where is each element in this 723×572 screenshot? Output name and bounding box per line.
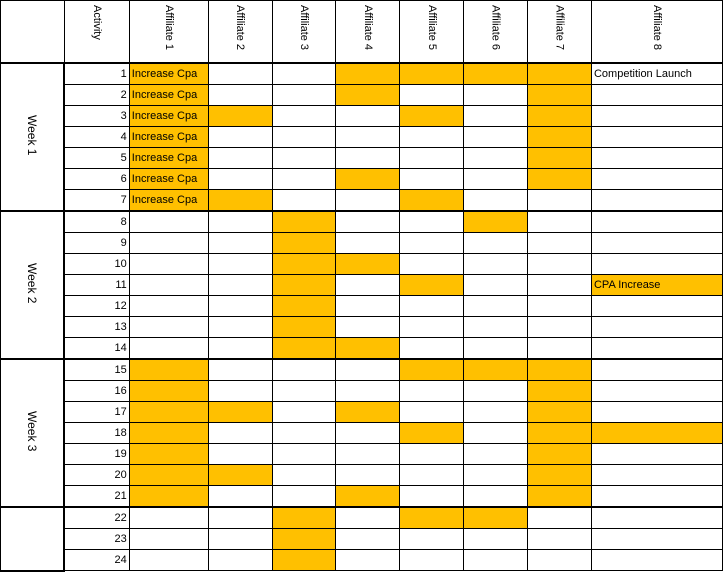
activity-cell[interactable]: 1 [64, 63, 129, 85]
activity-cell[interactable]: 21 [64, 486, 129, 508]
affiliate-3-cell[interactable] [272, 106, 336, 127]
week-label: Week 3 [25, 411, 40, 452]
affiliate-5-cell[interactable] [400, 359, 464, 381]
affiliate-3-cell[interactable] [272, 211, 336, 233]
table-row [1, 275, 723, 296]
affiliate-5-cell[interactable] [400, 550, 464, 571]
affiliate-6-cell[interactable] [464, 507, 528, 529]
affiliate-1-cell[interactable] [129, 529, 208, 550]
activity-cell[interactable]: 19 [64, 444, 129, 465]
affiliate-7-cell[interactable] [528, 275, 592, 296]
affiliate-4-cell[interactable] [336, 85, 400, 106]
affiliate-6-cell[interactable] [464, 296, 528, 317]
affiliate-7-cell[interactable] [528, 127, 592, 148]
affiliate-8-cell[interactable] [591, 190, 722, 212]
affiliate-5-cell[interactable] [400, 63, 464, 85]
affiliate-3-cell[interactable] [272, 507, 336, 529]
affiliate-7-cell[interactable] [528, 254, 592, 275]
affiliate-2-cell[interactable] [208, 233, 272, 254]
affiliate-4-cell[interactable] [336, 359, 400, 381]
affiliate-3-cell[interactable] [272, 85, 336, 106]
affiliate-7-cell[interactable] [528, 296, 592, 317]
affiliate-2-cell[interactable] [208, 338, 272, 360]
affiliate-3-cell[interactable] [272, 233, 336, 254]
affiliate-4-cell[interactable] [336, 211, 400, 233]
affiliate-2-cell[interactable] [208, 317, 272, 338]
affiliate-7-cell[interactable] [528, 63, 592, 85]
affiliate-3-cell[interactable] [272, 338, 336, 360]
affiliate-4-cell[interactable] [336, 465, 400, 486]
activity-cell[interactable]: 23 [64, 529, 129, 550]
affiliate-6-cell[interactable] [464, 381, 528, 402]
header-label: Affiliate 3 [298, 5, 311, 51]
affiliate-5-cell[interactable] [400, 275, 464, 296]
affiliate-5-cell[interactable] [400, 296, 464, 317]
affiliate-8-cell[interactable] [591, 359, 722, 381]
affiliate-1-cell[interactable] [129, 359, 208, 381]
table-row [1, 85, 723, 106]
table-row [1, 465, 723, 486]
activity-cell[interactable]: 18 [64, 423, 129, 444]
affiliate-1-cell[interactable] [129, 486, 208, 508]
header-label: Affiliate 8 [650, 5, 663, 51]
affiliate-8-cell[interactable] [591, 423, 722, 444]
affiliate-6-cell[interactable] [464, 402, 528, 423]
affiliate-5-cell[interactable] [400, 127, 464, 148]
affiliate-1-cell[interactable]: Increase Cpa [129, 63, 208, 85]
affiliate-1-cell[interactable] [129, 211, 208, 233]
affiliate-7-cell[interactable] [528, 233, 592, 254]
affiliate-5-cell[interactable] [400, 190, 464, 212]
affiliate-7-cell[interactable] [528, 507, 592, 529]
table-row [1, 359, 723, 381]
header-label: Affiliate 2 [234, 5, 247, 51]
affiliate-3-cell[interactable] [272, 169, 336, 190]
affiliate-5-cell[interactable] [400, 465, 464, 486]
activity-cell[interactable]: 15 [64, 359, 129, 381]
table-row [1, 106, 723, 127]
affiliate-8-cell[interactable] [591, 148, 722, 169]
affiliate-6-cell[interactable] [464, 529, 528, 550]
affiliate-1-cell[interactable]: Increase Cpa [129, 106, 208, 127]
affiliate-2-cell[interactable] [208, 296, 272, 317]
header-row [1, 1, 723, 64]
affiliate-4-cell[interactable] [336, 338, 400, 360]
affiliate-5-cell[interactable] [400, 85, 464, 106]
affiliate-2-cell[interactable] [208, 423, 272, 444]
affiliate-2-cell[interactable] [208, 275, 272, 296]
week-label: Week 2 [25, 263, 40, 304]
table-row [1, 444, 723, 465]
table-row [1, 169, 723, 190]
table-row [1, 127, 723, 148]
affiliate-6-cell[interactable] [464, 127, 528, 148]
affiliate-2-cell[interactable] [208, 63, 272, 85]
activity-cell[interactable]: 22 [64, 507, 129, 529]
affiliate-4-cell[interactable] [336, 148, 400, 169]
affiliate-2-cell[interactable] [208, 106, 272, 127]
affiliate-7-cell[interactable] [528, 190, 592, 212]
affiliate-8-cell[interactable] [591, 550, 722, 571]
corner-cell[interactable] [1, 1, 65, 64]
header-affiliate-4[interactable] [336, 1, 400, 64]
affiliate-7-cell[interactable] [528, 211, 592, 233]
affiliate-4-cell[interactable] [336, 402, 400, 423]
affiliate-4-cell[interactable] [336, 507, 400, 529]
table-row [1, 507, 723, 529]
affiliate-2-cell[interactable] [208, 211, 272, 233]
affiliate-6-cell[interactable] [464, 211, 528, 233]
affiliate-8-cell[interactable] [591, 507, 722, 529]
table-row [1, 233, 723, 254]
affiliate-4-cell[interactable] [336, 169, 400, 190]
affiliate-6-cell[interactable] [464, 423, 528, 444]
affiliate-4-cell[interactable] [336, 63, 400, 85]
affiliate-7-cell[interactable] [528, 106, 592, 127]
affiliate-7-cell[interactable] [528, 169, 592, 190]
affiliate-6-cell[interactable] [464, 254, 528, 275]
affiliate-3-cell[interactable] [272, 486, 336, 508]
header-affiliate-7[interactable] [528, 1, 592, 64]
activity-cell[interactable]: 24 [64, 550, 129, 571]
table-row [1, 338, 723, 360]
affiliate-7-cell[interactable] [528, 486, 592, 508]
affiliate-2-cell[interactable] [208, 254, 272, 275]
affiliate-8-cell[interactable] [591, 85, 722, 106]
affiliate-4-cell[interactable] [336, 423, 400, 444]
affiliate-1-cell[interactable] [129, 465, 208, 486]
affiliate-4-cell[interactable] [336, 317, 400, 338]
affiliate-2-cell[interactable] [208, 190, 272, 212]
affiliate-2-cell[interactable] [208, 486, 272, 508]
activity-cell[interactable]: 9 [64, 233, 129, 254]
affiliate-1-cell[interactable] [129, 444, 208, 465]
affiliate-1-cell[interactable] [129, 381, 208, 402]
affiliate-1-cell[interactable] [129, 275, 208, 296]
affiliate-8-cell[interactable] [591, 465, 722, 486]
header-label: Affiliate 6 [489, 5, 502, 51]
affiliate-6-cell[interactable] [464, 465, 528, 486]
activity-cell[interactable]: 10 [64, 254, 129, 275]
affiliate-4-cell[interactable] [336, 254, 400, 275]
header-affiliate-3[interactable] [272, 1, 336, 64]
affiliate-2-cell[interactable] [208, 85, 272, 106]
header-activity[interactable] [64, 1, 129, 64]
affiliate-4-cell[interactable] [336, 190, 400, 212]
affiliate-7-cell[interactable] [528, 402, 592, 423]
affiliate-8-cell[interactable]: CPA Increase [591, 275, 722, 296]
affiliate-3-cell[interactable] [272, 402, 336, 423]
affiliate-1-cell[interactable]: Increase Cpa [129, 148, 208, 169]
affiliate-1-cell[interactable] [129, 338, 208, 360]
activity-cell[interactable]: 6 [64, 169, 129, 190]
affiliate-3-cell[interactable] [272, 465, 336, 486]
affiliate-1-cell[interactable] [129, 233, 208, 254]
week-cell[interactable] [1, 507, 65, 571]
table-row [1, 63, 723, 85]
header-label: Affiliate 5 [425, 5, 438, 51]
week-label: Week 1 [25, 115, 40, 156]
affiliate-6-cell[interactable] [464, 106, 528, 127]
header-affiliate-2[interactable] [208, 1, 272, 64]
affiliate-4-cell[interactable] [336, 486, 400, 508]
affiliate-1-cell[interactable] [129, 402, 208, 423]
activity-cell[interactable]: 13 [64, 317, 129, 338]
affiliate-5-cell[interactable] [400, 106, 464, 127]
affiliate-1-cell[interactable]: Increase Cpa [129, 190, 208, 212]
affiliate-3-cell[interactable] [272, 190, 336, 212]
affiliate-7-cell[interactable] [528, 423, 592, 444]
affiliate-3-cell[interactable] [272, 423, 336, 444]
affiliate-5-cell[interactable] [400, 507, 464, 529]
affiliate-4-cell[interactable] [336, 127, 400, 148]
affiliate-6-cell[interactable] [464, 444, 528, 465]
affiliate-4-cell[interactable] [336, 550, 400, 571]
affiliate-2-cell[interactable] [208, 359, 272, 381]
affiliate-1-cell[interactable] [129, 550, 208, 571]
affiliate-8-cell[interactable] [591, 381, 722, 402]
header-affiliate-1[interactable] [129, 1, 208, 64]
affiliate-7-cell[interactable] [528, 85, 592, 106]
affiliate-1-cell[interactable] [129, 423, 208, 444]
affiliate-6-cell[interactable] [464, 338, 528, 360]
affiliate-6-cell[interactable] [464, 550, 528, 571]
header-label: Affiliate 4 [361, 5, 374, 51]
affiliate-5-cell[interactable] [400, 402, 464, 423]
affiliate-4-cell[interactable] [336, 444, 400, 465]
affiliate-8-cell[interactable] [591, 233, 722, 254]
affiliate-4-cell[interactable] [336, 106, 400, 127]
affiliate-2-cell[interactable] [208, 444, 272, 465]
table-row [1, 381, 723, 402]
affiliate-1-cell[interactable] [129, 296, 208, 317]
affiliate-5-cell[interactable] [400, 529, 464, 550]
affiliate-3-cell[interactable] [272, 444, 336, 465]
affiliate-6-cell[interactable] [464, 359, 528, 381]
affiliate-5-cell[interactable] [400, 254, 464, 275]
table-row [1, 402, 723, 423]
affiliate-7-cell[interactable] [528, 338, 592, 360]
table-row [1, 317, 723, 338]
affiliate-5-cell[interactable] [400, 486, 464, 508]
affiliate-8-cell[interactable] [591, 296, 722, 317]
affiliate-8-cell[interactable] [591, 317, 722, 338]
affiliate-5-cell[interactable] [400, 233, 464, 254]
affiliate-7-cell[interactable] [528, 381, 592, 402]
affiliate-4-cell[interactable] [336, 233, 400, 254]
table-row [1, 550, 723, 571]
activity-cell[interactable]: 4 [64, 127, 129, 148]
table-row [1, 486, 723, 508]
activity-cell[interactable]: 11 [64, 275, 129, 296]
affiliate-4-cell[interactable] [336, 381, 400, 402]
affiliate-1-cell[interactable]: Increase Cpa [129, 85, 208, 106]
affiliate-3-cell[interactable] [272, 148, 336, 169]
affiliate-5-cell[interactable] [400, 211, 464, 233]
affiliate-1-cell[interactable] [129, 507, 208, 529]
affiliate-8-cell[interactable] [591, 106, 722, 127]
affiliate-3-cell[interactable] [272, 359, 336, 381]
activity-cell[interactable]: 3 [64, 106, 129, 127]
affiliate-1-cell[interactable] [129, 254, 208, 275]
activity-cell[interactable]: 17 [64, 402, 129, 423]
affiliate-4-cell[interactable] [336, 275, 400, 296]
activity-cell[interactable]: 14 [64, 338, 129, 360]
table-row [1, 296, 723, 317]
affiliate-6-cell[interactable] [464, 275, 528, 296]
affiliate-2-cell[interactable] [208, 381, 272, 402]
schedule-body [1, 63, 723, 571]
affiliate-6-cell[interactable] [464, 233, 528, 254]
affiliate-7-cell[interactable] [528, 359, 592, 381]
header-label: Affiliate 1 [162, 5, 175, 51]
week-cell[interactable] [1, 359, 65, 507]
affiliate-8-cell[interactable] [591, 254, 722, 275]
affiliate-4-cell[interactable] [336, 296, 400, 317]
affiliate-5-cell[interactable] [400, 317, 464, 338]
affiliate-7-cell[interactable] [528, 465, 592, 486]
affiliate-1-cell[interactable]: Increase Cpa [129, 169, 208, 190]
table-row [1, 148, 723, 169]
affiliate-6-cell[interactable] [464, 169, 528, 190]
affiliate-2-cell[interactable] [208, 127, 272, 148]
table-row [1, 423, 723, 444]
affiliate-3-cell[interactable] [272, 127, 336, 148]
affiliate-3-cell[interactable] [272, 381, 336, 402]
header-label: Activity [90, 5, 103, 40]
affiliate-6-cell[interactable] [464, 190, 528, 212]
affiliate-2-cell[interactable] [208, 465, 272, 486]
affiliate-2-cell[interactable] [208, 550, 272, 571]
affiliate-3-cell[interactable] [272, 63, 336, 85]
affiliate-1-cell[interactable]: Increase Cpa [129, 127, 208, 148]
header-affiliate-8[interactable] [591, 1, 722, 64]
affiliate-8-cell[interactable] [591, 486, 722, 508]
affiliate-6-cell[interactable] [464, 63, 528, 85]
week-cell[interactable] [1, 211, 65, 359]
affiliate-8-cell[interactable] [591, 338, 722, 360]
affiliate-2-cell[interactable] [208, 402, 272, 423]
affiliate-7-cell[interactable] [528, 550, 592, 571]
affiliate-8-cell[interactable] [591, 402, 722, 423]
affiliate-5-cell[interactable] [400, 169, 464, 190]
table-row [1, 254, 723, 275]
activity-cell[interactable]: 2 [64, 85, 129, 106]
table-row [1, 211, 723, 233]
affiliate-3-cell[interactable] [272, 317, 336, 338]
affiliate-8-cell[interactable] [591, 169, 722, 190]
affiliate-2-cell[interactable] [208, 148, 272, 169]
affiliate-4-cell[interactable] [336, 529, 400, 550]
affiliate-7-cell[interactable] [528, 148, 592, 169]
affiliate-5-cell[interactable] [400, 423, 464, 444]
affiliate-3-cell[interactable] [272, 275, 336, 296]
table-row [1, 529, 723, 550]
activity-cell[interactable]: 12 [64, 296, 129, 317]
affiliate-6-cell[interactable] [464, 85, 528, 106]
affiliate-7-cell[interactable] [528, 444, 592, 465]
header-affiliate-5[interactable] [400, 1, 464, 64]
affiliate-8-cell[interactable] [591, 127, 722, 148]
affiliate-3-cell[interactable] [272, 550, 336, 571]
affiliate-6-cell[interactable] [464, 486, 528, 508]
affiliate-2-cell[interactable] [208, 529, 272, 550]
affiliate-5-cell[interactable] [400, 381, 464, 402]
affiliate-6-cell[interactable] [464, 148, 528, 169]
activity-cell[interactable]: 20 [64, 465, 129, 486]
activity-cell[interactable]: 7 [64, 190, 129, 212]
affiliate-1-cell[interactable] [129, 317, 208, 338]
header-affiliate-6[interactable] [464, 1, 528, 64]
header-label: Affiliate 7 [553, 5, 566, 51]
activity-cell[interactable]: 8 [64, 211, 129, 233]
affiliate-3-cell[interactable] [272, 296, 336, 317]
affiliate-8-cell[interactable] [591, 444, 722, 465]
affiliate-3-cell[interactable] [272, 254, 336, 275]
affiliate-5-cell[interactable] [400, 338, 464, 360]
activity-cell[interactable]: 16 [64, 381, 129, 402]
affiliate-8-cell[interactable] [591, 211, 722, 233]
affiliate-2-cell[interactable] [208, 169, 272, 190]
affiliate-8-cell[interactable]: Competition Launch [591, 63, 722, 85]
affiliate-5-cell[interactable] [400, 444, 464, 465]
affiliate-8-cell[interactable] [591, 529, 722, 550]
table-row [1, 190, 723, 212]
affiliate-6-cell[interactable] [464, 317, 528, 338]
activity-cell[interactable]: 5 [64, 148, 129, 169]
affiliate-3-cell[interactable] [272, 529, 336, 550]
affiliate-7-cell[interactable] [528, 317, 592, 338]
affiliate-7-cell[interactable] [528, 529, 592, 550]
affiliate-5-cell[interactable] [400, 148, 464, 169]
week-cell[interactable] [1, 63, 65, 211]
affiliate-2-cell[interactable] [208, 507, 272, 529]
